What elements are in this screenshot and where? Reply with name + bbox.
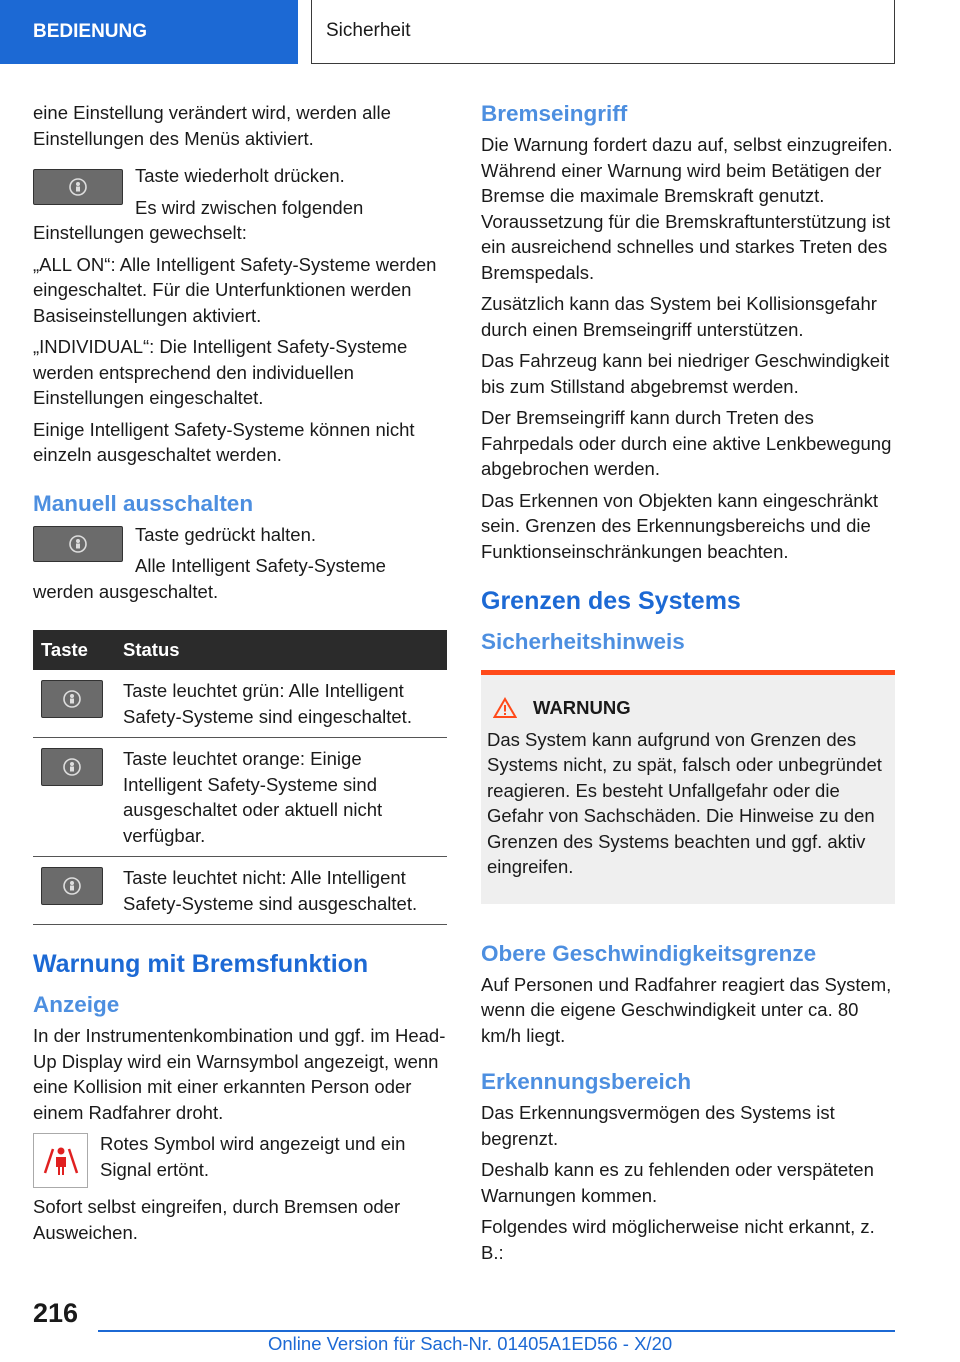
paragraph: „INDIVIDUAL“: Die Intelligent Safety-Systeme werden entsprechend den individuellen Einstellungen eingeschaltet. (33, 336, 408, 408)
right-column (481, 100, 895, 1271)
table-row (33, 738, 447, 857)
paragraph: Das Erkennen von Objekten kann eingeschränkt sein. Grenzen des Erkennungsbereichs und die Funktionseinschränkungen beachten. (481, 489, 878, 562)
column-header: Status (115, 630, 447, 670)
paragraph: Taste gedrückt halten. (135, 523, 316, 545)
table-cell (33, 857, 115, 925)
column-header: Taste (33, 630, 115, 670)
page-number: 216 (33, 1298, 79, 1328)
heading-brake-intervention: Bremseingriff (481, 101, 628, 126)
paragraph: Das Fahrzeug kann bei niedriger Geschwindigkeit bis zum Stillstand abgebremst werden. (481, 350, 890, 397)
table-cell (33, 670, 115, 738)
safety-button-icon (41, 867, 103, 905)
paragraph: In der Instrumentenkombination und ggf. im Head-Up Display wird ein Warnsymbol angezeigt, wenn eine Kollision mit einer erkannten Person oder einem Radfahrer droht. (33, 1025, 446, 1123)
pedestrian-warning-icon (33, 1133, 88, 1188)
table-cell (33, 738, 115, 857)
table-header-row (33, 630, 447, 670)
heading-display: Anzeige (33, 992, 120, 1017)
chapter-title: Sicherheit (311, 0, 895, 64)
paragraph: Es wird zwischen folgenden Einstellungen gewechselt: (33, 196, 364, 243)
paragraph: Zusätzlich kann das System bei Kollisionsgefahr durch einen Bremseingriff unterstützen. (481, 293, 877, 340)
safety-button-icon (33, 169, 123, 205)
safety-button-icon (33, 526, 123, 562)
footer-divider (98, 1330, 895, 1332)
heading-manual-off: Manuell ausschalten (33, 490, 254, 516)
safety-button-icon (41, 680, 103, 718)
table-cell: Taste leuchtet orange: Einige Intelligent Safety-Systeme sind ausgeschaltet oder aktuell nicht verfügbar. (115, 738, 447, 857)
heading-speed-limit: Obere Geschwindigkeitsgrenze (481, 940, 817, 966)
footer-text: Online Version für Sach-Nr. 01405A1ED56 - X/20 (268, 1333, 673, 1354)
paragraph: Folgendes wird möglicherweise nicht erkannt, z. B.: (481, 1216, 875, 1263)
warning-header (487, 695, 883, 721)
paragraph: eine Einstellung verändert wird, werden alle Einstellungen des Menüs aktiviert. (33, 102, 391, 149)
table-row (33, 857, 447, 925)
table-cell: Taste leuchtet nicht: Alle Intelligent Safety-Systeme sind ausgeschaltet. (115, 857, 447, 925)
paragraph: Taste wiederholt drücken. (135, 165, 345, 186)
heading-brake-warning: Warnung mit Bremsfunktion (33, 950, 369, 978)
warning-label: WARNUNG (533, 697, 631, 718)
heading-detection-range: Erkennungsbereich (481, 1069, 692, 1094)
paragraph: Alle Intelligent Safety-Systeme werden ausgeschaltet. (33, 555, 386, 602)
paragraph: Sofort selbst eingreifen, durch Bremsen oder Ausweichen. (33, 1196, 401, 1243)
status-table (33, 630, 447, 925)
page-header (0, 0, 960, 66)
paragraph: Einige Intelligent Safety-Systeme können nicht einzeln ausgeschaltet werden. (33, 418, 415, 465)
table-cell: Taste leuchtet grün: Alle Intelligent Safety-Systeme sind eingeschaltet. (115, 670, 447, 738)
paragraph: Deshalb kann es zu fehlenden oder verspäteten Warnungen kommen. (481, 1159, 874, 1206)
warning-text: Das System kann aufgrund von Grenzen des Systems nicht, zu spät, falsch oder unbegründet reagieren. Es besteht Unfallgefahr oder die Gefahr von Sachschäden. Die Hinweise zu den Grenzen des Systems beachten und ggf. aktiv eingreifen. (487, 728, 882, 877)
left-column (33, 100, 447, 1251)
paragraph: „ALL ON“: Alle Intelligent Safety-Systeme werden eingeschaltet. Für die Unterfunktionen werden Basiseinstellungen aktiviert. (33, 253, 437, 326)
paragraph: Die Warnung fordert dazu auf, selbst einzugreifen. Während einer Warnung wird beim Betätigen der Bremse die maximale Bremskraft genutzt. Voraussetzung für die Bremskraftunterstützung ist ein ausreichend schnelles und starkes Treten des Bremspedals. (481, 134, 893, 283)
heading-safety-note: Sicherheitshinweis (481, 629, 685, 654)
section-tab: BEDIENUNG (0, 0, 298, 64)
warning-triangle-icon (493, 697, 517, 719)
safety-button-icon (41, 748, 103, 786)
paragraph: Das Erkennungsvermögen des Systems ist begrenzt. (481, 1102, 835, 1149)
paragraph: Der Bremseingriff kann durch Treten des Fahrpedals oder durch eine aktive Lenkbewegung abgebrochen werden. (481, 407, 892, 479)
paragraph: Rotes Symbol wird angezeigt und ein Signal ertönt. (100, 1133, 406, 1180)
warning-box (481, 670, 895, 904)
table-row (33, 670, 447, 738)
paragraph: Auf Personen und Radfahrer reagiert das System, wenn die eigene Geschwindigkeit unter ca. 80 km/h liegt. (481, 973, 892, 1046)
heading-system-limits: Grenzen des Systems (481, 587, 741, 615)
